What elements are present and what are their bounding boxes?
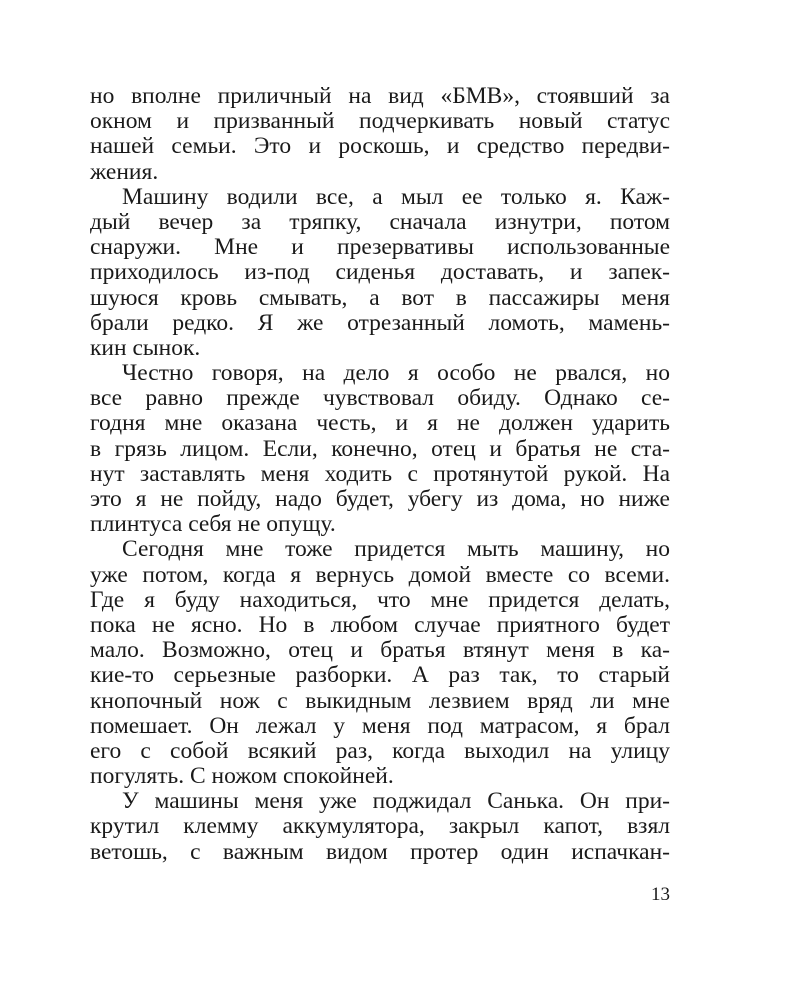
page-number: 13 bbox=[651, 884, 670, 905]
text-line: Где я буду находиться, что мне придется делать, bbox=[90, 586, 670, 613]
text-line: шуюся кровь смывать, а вот в пассажиры меня bbox=[90, 284, 670, 311]
text-line: плинтуса себя не опущу. bbox=[90, 511, 336, 538]
paragraph-5 bbox=[90, 789, 670, 865]
text-line: У машины меня уже поджидал Санька. Он при- bbox=[122, 788, 670, 815]
text-line: окном и призванный подчеркивать новый статус bbox=[90, 108, 670, 135]
text-line: уже потом, когда я вернусь домой вместе со всеми. bbox=[90, 561, 670, 588]
text-line: погулять. С ножом спокойней. bbox=[90, 763, 394, 790]
text-line: годня мне оказана честь, и я не должен ударить bbox=[90, 410, 670, 437]
text-line: кие-то серьезные разборки. А раз так, то старый bbox=[90, 662, 670, 689]
text-line: Честно говоря, на дело я особо не рвался, но bbox=[122, 360, 670, 387]
text-line: нут заставлять меня ходить с протянутой рукой. На bbox=[90, 460, 670, 487]
text-line: ветошь, с важным видом протер один испачкан- bbox=[90, 838, 670, 865]
paragraph-3 bbox=[90, 361, 670, 537]
text-line: кин сынок. bbox=[90, 334, 201, 361]
text-line: все равно прежде чувствовал обиду. Однако се- bbox=[90, 385, 670, 412]
paragraph-1 bbox=[90, 84, 670, 185]
text-line: приходилось из-под сиденья доставать, и запек- bbox=[90, 259, 670, 286]
text-line: мало. Возможно, отец и братья втянут меня в ка- bbox=[90, 637, 670, 664]
book-page-text bbox=[90, 84, 670, 865]
text-line: Машину водили все, а мыл ее только я. Каж- bbox=[122, 183, 670, 210]
text-line: помешает. Он лежал у меня под матрасом, я брал bbox=[90, 712, 670, 739]
paragraph-2 bbox=[90, 185, 670, 361]
text-line: Сегодня мне тоже придется мыть машину, но bbox=[122, 536, 670, 563]
text-line: крутил клемму аккумулятора, закрыл капот, взял bbox=[90, 813, 670, 840]
text-line: дый вечер за тряпку, сначала изнутри, потом bbox=[90, 208, 670, 235]
text-line: брали редко. Я же отрезанный ломоть, мамень- bbox=[90, 309, 670, 336]
text-line: его с собой всякий раз, когда выходил на улицу bbox=[90, 737, 670, 764]
text-line: пока не ясно. Но в любом случае приятного будет bbox=[90, 611, 670, 638]
text-line: это я не пойду, надо будет, убегу из дома, но ниже bbox=[90, 486, 670, 512]
text-line: нашей семьи. Это и роскошь, и средство передви- bbox=[90, 133, 670, 160]
text-line: кнопочный нож с выкидным лезвием вряд ли мне bbox=[90, 687, 670, 714]
text-line: но вполне приличный на вид «БМВ», стоявший за bbox=[90, 83, 670, 109]
paragraph-4 bbox=[90, 537, 670, 789]
text-line: жения. bbox=[90, 158, 159, 185]
text-line: снаружи. Мне и презервативы использованные bbox=[90, 234, 670, 261]
text-line: в грязь лицом. Если, конечно, отец и братья не ста- bbox=[90, 435, 670, 462]
